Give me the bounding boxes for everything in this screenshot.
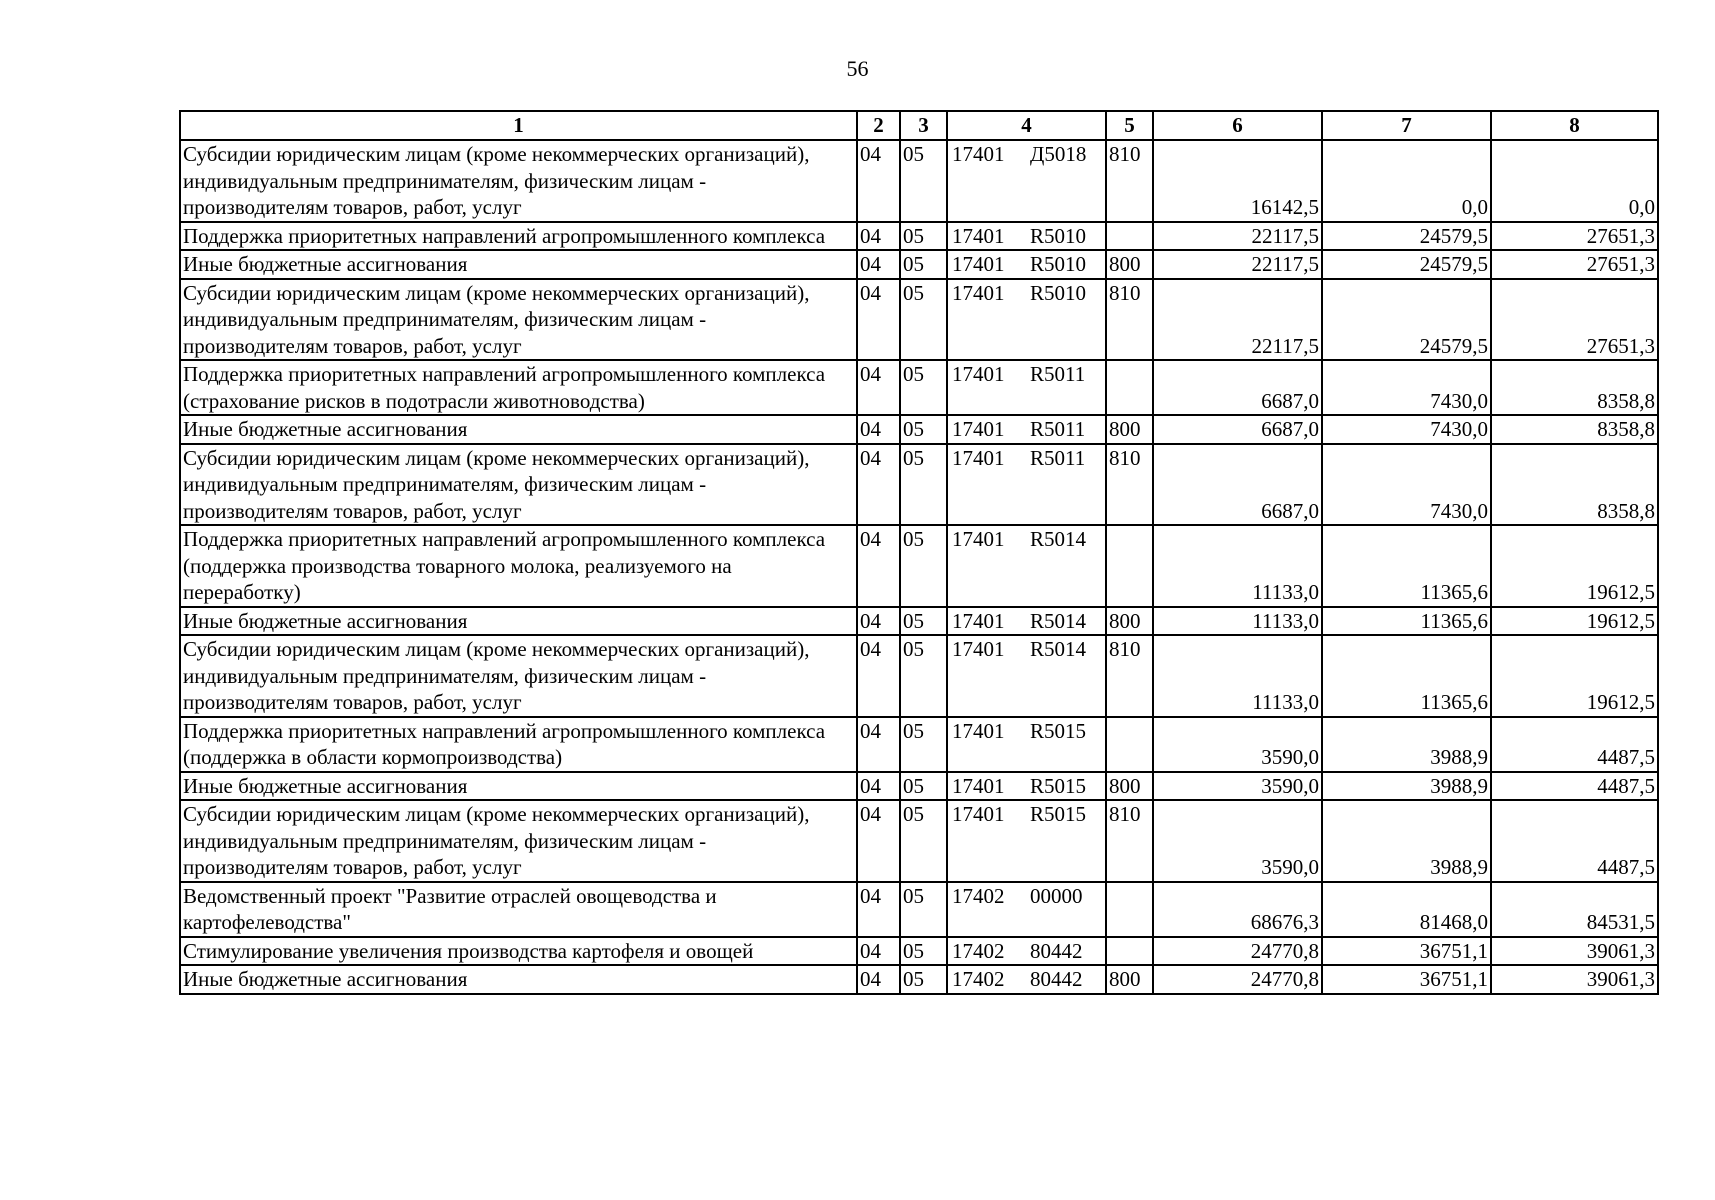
row-value-col8: 19612,5 [1491,635,1658,717]
table-row [180,360,1658,415]
row-value-col6: 11133,0 [1153,525,1322,607]
column-header-1: 1 [180,111,857,140]
row-value-col7: 3988,9 [1322,800,1491,882]
row-section-code: 04 [857,937,900,966]
table-row [180,635,1658,717]
row-target-article [947,635,1106,717]
row-name: Субсидии юридическим лицам (кроме некоммерческих организаций), индивидуальным предпринимателям, физическим лицам - производителям товаров, работ, услуг [180,140,857,222]
row-target-article [947,279,1106,361]
table-row [180,444,1658,526]
table-row [180,525,1658,607]
row-subsection-code: 05 [900,415,947,444]
row-value-col6: 6687,0 [1153,444,1322,526]
row-value-col6: 3590,0 [1153,800,1322,882]
row-expense-type: 800 [1106,607,1153,636]
row-subsection-code: 05 [900,279,947,361]
row-section-code: 04 [857,965,900,994]
row-value-col7: 0,0 [1322,140,1491,222]
row-expense-type: 800 [1106,250,1153,279]
row-value-col7: 7430,0 [1322,360,1491,415]
row-value-col7: 11365,6 [1322,525,1491,607]
table-row [180,415,1658,444]
row-section-code: 04 [857,279,900,361]
row-target-article [947,607,1106,636]
row-value-col8: 39061,3 [1491,965,1658,994]
row-value-col8: 4487,5 [1491,772,1658,801]
row-expense-type: 810 [1106,800,1153,882]
budget-table [179,110,1659,995]
table-row [180,140,1658,222]
target-article-program: 17401 [952,718,1005,743]
row-section-code: 04 [857,635,900,717]
table-body [180,140,1658,994]
row-target-article [947,965,1106,994]
row-value-col6: 68676,3 [1153,882,1322,937]
row-subsection-code: 05 [900,525,947,607]
row-expense-type [1106,717,1153,772]
row-name: Субсидии юридическим лицам (кроме некоммерческих организаций), индивидуальным предпринимателям, физическим лицам - производителям товаров, работ, услуг [180,635,857,717]
row-value-col7: 24579,5 [1322,250,1491,279]
row-value-col8: 27651,3 [1491,222,1658,251]
row-section-code: 04 [857,222,900,251]
row-value-col6: 22117,5 [1153,222,1322,251]
table-row [180,937,1658,966]
table-row [180,965,1658,994]
row-value-col6: 22117,5 [1153,279,1322,361]
column-header-8: 8 [1491,111,1658,140]
row-target-article [947,360,1106,415]
row-value-col6: 3590,0 [1153,717,1322,772]
row-value-col7: 24579,5 [1322,279,1491,361]
target-article-direction: R5011 [1030,417,1086,441]
target-article-program: 17401 [952,445,1005,470]
row-section-code: 04 [857,525,900,607]
row-expense-type: 800 [1106,415,1153,444]
row-value-col8: 4487,5 [1491,717,1658,772]
row-value-col8: 84531,5 [1491,882,1658,937]
target-article-direction: R5010 [1030,280,1087,305]
row-name: Поддержка приоритетных направлений агропромышленного комплекса (страхование рисков в подотрасли животноводства) [180,360,857,415]
row-subsection-code: 05 [900,140,947,222]
row-expense-type [1106,222,1153,251]
table-row [180,882,1658,937]
table-row [180,250,1658,279]
target-article-program: 17401 [952,223,1005,248]
column-header-5: 5 [1106,111,1153,140]
row-name: Стимулирование увеличения производства картофеля и овощей [180,937,857,966]
row-subsection-code: 05 [900,717,947,772]
row-target-article [947,717,1106,772]
row-expense-type: 810 [1106,444,1153,526]
column-header-2: 2 [857,111,900,140]
row-subsection-code: 05 [900,882,947,937]
column-header-4: 4 [947,111,1106,140]
table-row [180,222,1658,251]
row-name: Субсидии юридическим лицам (кроме некоммерческих организаций), индивидуальным предпринимателям, физическим лицам - производителям товаров, работ, услуг [180,279,857,361]
row-name: Субсидии юридическим лицам (кроме некоммерческих организаций), индивидуальным предпринимателям, физическим лицам - производителям товаров, работ, услуг [180,800,857,882]
row-value-col7: 36751,1 [1322,965,1491,994]
row-subsection-code: 05 [900,772,947,801]
row-expense-type [1106,882,1153,937]
row-value-col8: 8358,8 [1491,415,1658,444]
target-article-program: 17401 [952,802,1005,826]
target-article-direction: 80442 [1030,938,1083,963]
row-subsection-code: 05 [900,607,947,636]
target-article-program: 17401 [952,773,1005,798]
column-header-7: 7 [1322,111,1491,140]
row-name: Поддержка приоритетных направлений агропромышленного комплекса [180,222,857,251]
table-row [180,279,1658,361]
row-value-col8: 39061,3 [1491,937,1658,966]
row-section-code: 04 [857,882,900,937]
row-value-col7: 3988,9 [1322,772,1491,801]
target-article-program: 17401 [952,280,1005,305]
row-subsection-code: 05 [900,937,947,966]
row-section-code: 04 [857,444,900,526]
table-row [180,607,1658,636]
row-expense-type: 810 [1106,140,1153,222]
row-value-col6: 6687,0 [1153,360,1322,415]
target-article-direction: R5014 [1030,608,1087,633]
row-section-code: 04 [857,140,900,222]
row-value-col7: 3988,9 [1322,717,1491,772]
row-subsection-code: 05 [900,444,947,526]
row-subsection-code: 05 [900,800,947,882]
row-value-col6: 11133,0 [1153,607,1322,636]
target-article-direction: R5015 [1030,802,1087,826]
row-value-col8: 19612,5 [1491,607,1658,636]
target-article-program: 17401 [952,527,1005,551]
target-article-direction: R5010 [1030,252,1087,276]
row-subsection-code: 05 [900,222,947,251]
row-value-col8: 0,0 [1491,140,1658,222]
target-article-program: 17402 [952,938,1005,963]
row-name: Иные бюджетные ассигнования [180,415,857,444]
row-value-col8: 27651,3 [1491,250,1658,279]
row-target-article [947,140,1106,222]
row-value-col8: 8358,8 [1491,444,1658,526]
row-expense-type: 800 [1106,772,1153,801]
row-section-code: 04 [857,360,900,415]
row-expense-type: 810 [1106,635,1153,717]
row-value-col6: 24770,8 [1153,965,1322,994]
column-header-6: 6 [1153,111,1322,140]
row-target-article [947,882,1106,937]
row-value-col8: 27651,3 [1491,279,1658,361]
row-target-article [947,800,1106,882]
row-value-col8: 8358,8 [1491,360,1658,415]
target-article-program: 17402 [952,967,1005,991]
header-row [180,111,1658,140]
row-value-col7: 81468,0 [1322,882,1491,937]
row-value-col7: 7430,0 [1322,415,1491,444]
row-section-code: 04 [857,772,900,801]
target-article-program: 17401 [952,417,1005,441]
row-expense-type [1106,360,1153,415]
target-article-program: 17401 [952,142,1005,166]
row-value-col6: 24770,8 [1153,937,1322,966]
target-article-direction: R5010 [1030,223,1087,248]
target-article-direction: R5011 [1030,445,1086,470]
target-article-direction: 80442 [1030,967,1083,991]
row-expense-type: 810 [1106,279,1153,361]
row-target-article [947,415,1106,444]
table-row [180,717,1658,772]
row-name: Поддержка приоритетных направлений агропромышленного комплекса (поддержка в области кормопроизводства) [180,717,857,772]
target-article-direction: R5015 [1030,718,1087,743]
row-value-col6: 22117,5 [1153,250,1322,279]
row-subsection-code: 05 [900,250,947,279]
row-value-col6: 11133,0 [1153,635,1322,717]
row-section-code: 04 [857,800,900,882]
target-article-direction: R5014 [1030,527,1087,551]
target-article-direction: R5011 [1030,362,1086,386]
row-target-article [947,444,1106,526]
row-value-col8: 4487,5 [1491,800,1658,882]
target-article-program: 17401 [952,637,1005,661]
row-value-col8: 19612,5 [1491,525,1658,607]
row-expense-type [1106,525,1153,607]
row-value-col7: 24579,5 [1322,222,1491,251]
row-target-article [947,937,1106,966]
row-expense-type [1106,937,1153,966]
row-target-article [947,222,1106,251]
row-section-code: 04 [857,250,900,279]
row-name: Иные бюджетные ассигнования [180,250,857,279]
row-section-code: 04 [857,607,900,636]
row-value-col6: 16142,5 [1153,140,1322,222]
target-article-direction: R5015 [1030,773,1087,798]
target-article-direction: R5014 [1030,637,1087,661]
target-article-program: 17401 [952,608,1005,633]
row-value-col7: 7430,0 [1322,444,1491,526]
target-article-program: 17402 [952,883,1005,908]
row-subsection-code: 05 [900,635,947,717]
row-target-article [947,772,1106,801]
row-name: Субсидии юридическим лицам (кроме некоммерческих организаций), индивидуальным предпринимателям, физическим лицам - производителям товаров, работ, услуг [180,444,857,526]
page-number: 56 [846,56,869,81]
row-target-article [947,250,1106,279]
target-article-direction: 00000 [1030,883,1083,908]
target-article-direction: Д5018 [1030,142,1087,166]
column-header-3: 3 [900,111,947,140]
table-row [180,772,1658,801]
row-expense-type: 800 [1106,965,1153,994]
row-name: Иные бюджетные ассигнования [180,965,857,994]
row-subsection-code: 05 [900,965,947,994]
row-target-article [947,525,1106,607]
row-section-code: 04 [857,415,900,444]
target-article-program: 17401 [952,252,1005,276]
row-section-code: 04 [857,717,900,772]
row-value-col7: 36751,1 [1322,937,1491,966]
row-name: Ведомственный проект "Развитие отраслей овощеводства и картофелеводства" [180,882,857,937]
row-name: Иные бюджетные ассигнования [180,607,857,636]
table-row [180,800,1658,882]
row-subsection-code: 05 [900,360,947,415]
row-value-col7: 11365,6 [1322,607,1491,636]
row-name: Иные бюджетные ассигнования [180,772,857,801]
row-name: Поддержка приоритетных направлений агропромышленного комплекса (поддержка производства товарного молока, реализуемого на переработку) [180,525,857,607]
row-value-col6: 3590,0 [1153,772,1322,801]
target-article-program: 17401 [952,362,1005,386]
row-value-col7: 11365,6 [1322,635,1491,717]
row-value-col6: 6687,0 [1153,415,1322,444]
